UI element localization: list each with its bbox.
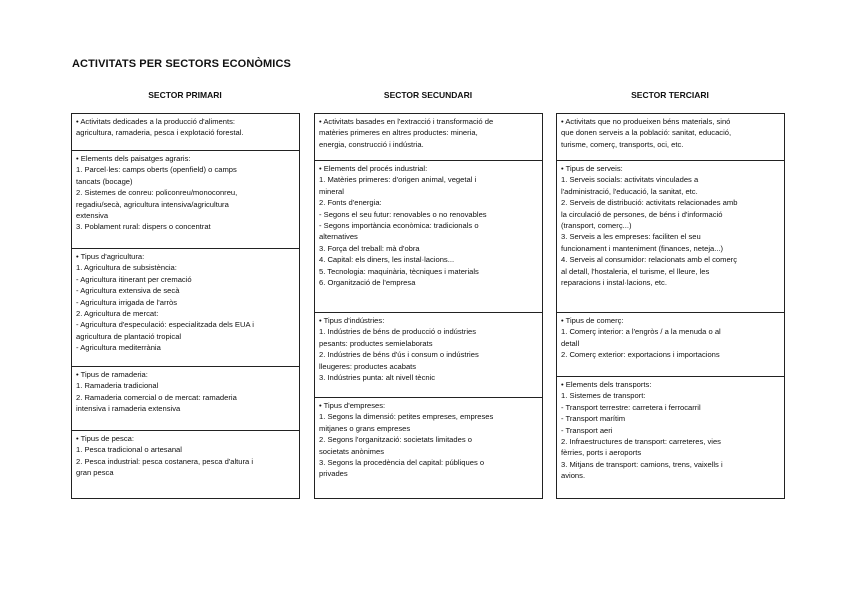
- cell-line: • Elements del procés industrial:: [319, 164, 428, 173]
- cell-line: 1. Sistemes de transport:: [561, 391, 646, 401]
- cell-line: fèrries, ports i aeroports: [561, 448, 642, 458]
- table-secundari: [314, 113, 543, 499]
- cell-line: - Segons importància econòmica: tradicionals o: [319, 221, 479, 231]
- column-header: SECTOR PRIMARI: [148, 90, 222, 100]
- cell-line: 2. Infraestructures de transport: carreteres, vies: [561, 437, 721, 447]
- cell-line: funcionament i manteniment (finances, neteja...): [561, 243, 724, 253]
- cell: [315, 114, 542, 161]
- cell: [72, 367, 299, 431]
- cell-line: pesants: productes semielaborats: [319, 338, 433, 348]
- cell-line: 2. Fonts d'energia:: [319, 198, 382, 208]
- cell-line: 2. Indústries de béns d'ús i consum o indústries: [319, 350, 479, 360]
- cell-line: 1. Indústries de béns de producció o indústries: [319, 327, 477, 337]
- cell-line: tancats (bocage): [76, 176, 133, 186]
- cell-line: 2. Serveis de distribució: activitats relacionades amb: [561, 198, 738, 208]
- cell-line: • Activitats basades en l'extracció i transformació de: [319, 117, 494, 126]
- cell: [315, 161, 542, 313]
- table-terciari: [556, 113, 785, 499]
- column-header: SECTOR SECUNDARI: [383, 90, 473, 100]
- table-primari: [71, 113, 300, 499]
- cell-line: matèries primeres en altres productes: mineria,: [319, 128, 478, 138]
- cell-line: 3. Segons la procedència del capital: públiques o: [319, 458, 485, 468]
- cell-line: • Activitats que no produeixen béns materials, sinó: [561, 117, 731, 126]
- cell: [72, 249, 299, 367]
- cell-line: intensiva i ramaderia extensiva: [76, 404, 181, 414]
- cell-line: 1. Parcel·les: camps oberts (openfield) o camps: [76, 165, 237, 175]
- cell-line: extensiva: [76, 211, 109, 221]
- cell-line: 4. Capital: els diners, les instal·lacions...: [319, 255, 455, 265]
- cell-line: reparacions i instal·lacions, etc.: [561, 278, 667, 288]
- cell-line: energia, construcció i indústria.: [319, 139, 424, 149]
- cell-line: • Tipus de comerç:: [561, 316, 624, 325]
- cell-line: 3. Mitjans de transport: camions, trens, vaixells i: [561, 459, 723, 469]
- cell-line: • Tipus d'agricultura:: [76, 252, 145, 261]
- cell-line: 3. Poblament rural: dispers o concentrat: [76, 222, 211, 232]
- cell-line: agricultura, ramaderia, pesca i explotació forestal.: [76, 128, 244, 138]
- cell-line: turisme, comerç, transports, oci, etc.: [561, 139, 684, 149]
- cell-line: - Agricultura d'especulació: especialitzada dels EUA i: [76, 320, 254, 330]
- cell-line: • Tipus d'indústries:: [319, 316, 385, 325]
- cell-line: 1. Agricultura de subsistència:: [76, 263, 177, 273]
- cell-line: que donen serveis a la població: sanitat, educació,: [561, 128, 732, 138]
- cell: [557, 114, 784, 161]
- cell: [557, 377, 784, 500]
- cell-line: - Agricultura extensiva de secà: [76, 286, 180, 296]
- cell-line: al detall, l'hostaleria, el turisme, el lleure, les: [561, 266, 710, 276]
- cell-line: mineral: [319, 186, 344, 196]
- cell-line: privades: [319, 469, 348, 479]
- cell: [315, 313, 542, 398]
- cell: [557, 313, 784, 377]
- cell: [315, 398, 542, 500]
- cell-line: 1. Serveis socials: activitats vinculades a: [561, 175, 699, 185]
- cell-line: 4. Serveis al consumidor: relacionats amb el comerç: [561, 255, 737, 265]
- cell-line: • Tipus de pesca:: [76, 434, 134, 443]
- cell-line: mitjanes o grans empreses: [319, 423, 411, 433]
- cell-line: 2. Sistemes de conreu: policonreu/monoconreu,: [76, 188, 238, 198]
- cell-line: 1. Matèries primeres: d'origen animal, vegetal i: [319, 175, 477, 185]
- cell-line: • Elements dels paisatges agraris:: [76, 154, 191, 163]
- cell-line: 1. Segons la dimensió: petites empreses, empreses: [319, 412, 494, 422]
- cell-line: 3. Serveis a les empreses: faciliten el seu: [561, 232, 701, 242]
- cell-line: - Transport aeri: [561, 425, 613, 435]
- cell-line: gran pesca: [76, 468, 114, 478]
- cell: [72, 151, 299, 249]
- column-terciari: [556, 88, 784, 102]
- cell-line: 3. Força del treball: mà d'obra: [319, 243, 420, 253]
- cell-line: • Tipus de ramaderia:: [76, 370, 148, 379]
- cell-line: 2. Segons l'organització: societats limitades o: [319, 435, 472, 445]
- cell-line: - Transport marítim: [561, 414, 626, 424]
- cell-line: agricultura de plantació tropical: [76, 331, 182, 341]
- cell: [557, 161, 784, 313]
- cell-line: la circulació de persones, de béns i d'informació: [561, 209, 723, 219]
- cell-line: 1. Pesca tradicional o artesanal: [76, 445, 182, 455]
- cell-line: • Tipus de serveis:: [561, 164, 623, 173]
- cell-line: - Segons el seu futur: renovables o no renovables: [319, 209, 487, 219]
- column-secundari: [314, 88, 542, 102]
- cell-line: - Agricultura mediterrània: [76, 343, 161, 353]
- cell-line: 3. Indústries punta: alt nivell tècnic: [319, 373, 436, 383]
- page-title: ACTIVITATS PER SECTORS ECONÒMICS: [72, 58, 291, 70]
- cell-line: 2. Comerç exterior: exportacions i importacions: [561, 350, 720, 360]
- cell-line: (transport, comerç...): [561, 221, 632, 231]
- cell-line: 5. Tecnologia: maquinària, tècniques i materials: [319, 266, 479, 276]
- cell-line: 1. Ramaderia tradicional: [76, 381, 159, 391]
- cell-line: regadiu/secà, agricultura intensiva/agricultura: [76, 199, 229, 209]
- cell-line: 6. Organització de l'empresa: [319, 278, 416, 288]
- cell-line: alternatives: [319, 232, 358, 242]
- cell-line: • Tipus d'empreses:: [319, 401, 386, 410]
- cell-line: avions.: [561, 471, 586, 481]
- cell-line: - Transport terrestre: carretera i ferrocarril: [561, 402, 701, 412]
- cell-line: detall: [561, 338, 580, 348]
- cell: [72, 431, 299, 500]
- cell-line: 2. Agricultura de mercat:: [76, 309, 159, 319]
- column-primari: [71, 88, 299, 102]
- cell-line: l'administració, l'educació, la sanitat, etc.: [561, 186, 698, 196]
- cell-line: - Agricultura itinerant per cremació: [76, 274, 192, 284]
- cell-line: 2. Ramaderia comercial o de mercat: ramaderia: [76, 392, 237, 402]
- cell-line: lleugeres: productes acabats: [319, 361, 417, 371]
- cell-line: 1. Comerç interior: a l'engròs / a la menuda o al: [561, 327, 721, 337]
- cell-line: • Activitats dedicades a la producció d'aliments:: [76, 117, 236, 126]
- cell-line: • Elements dels transports:: [561, 380, 652, 389]
- cell-line: 2. Pesca industrial: pesca costanera, pesca d'altura i: [76, 456, 254, 466]
- cell: [72, 114, 299, 151]
- cell-line: societats anònimes: [319, 446, 385, 456]
- cell-line: - Agricultura irrigada de l'arròs: [76, 297, 178, 307]
- column-header: SECTOR TERCIARI: [631, 90, 709, 100]
